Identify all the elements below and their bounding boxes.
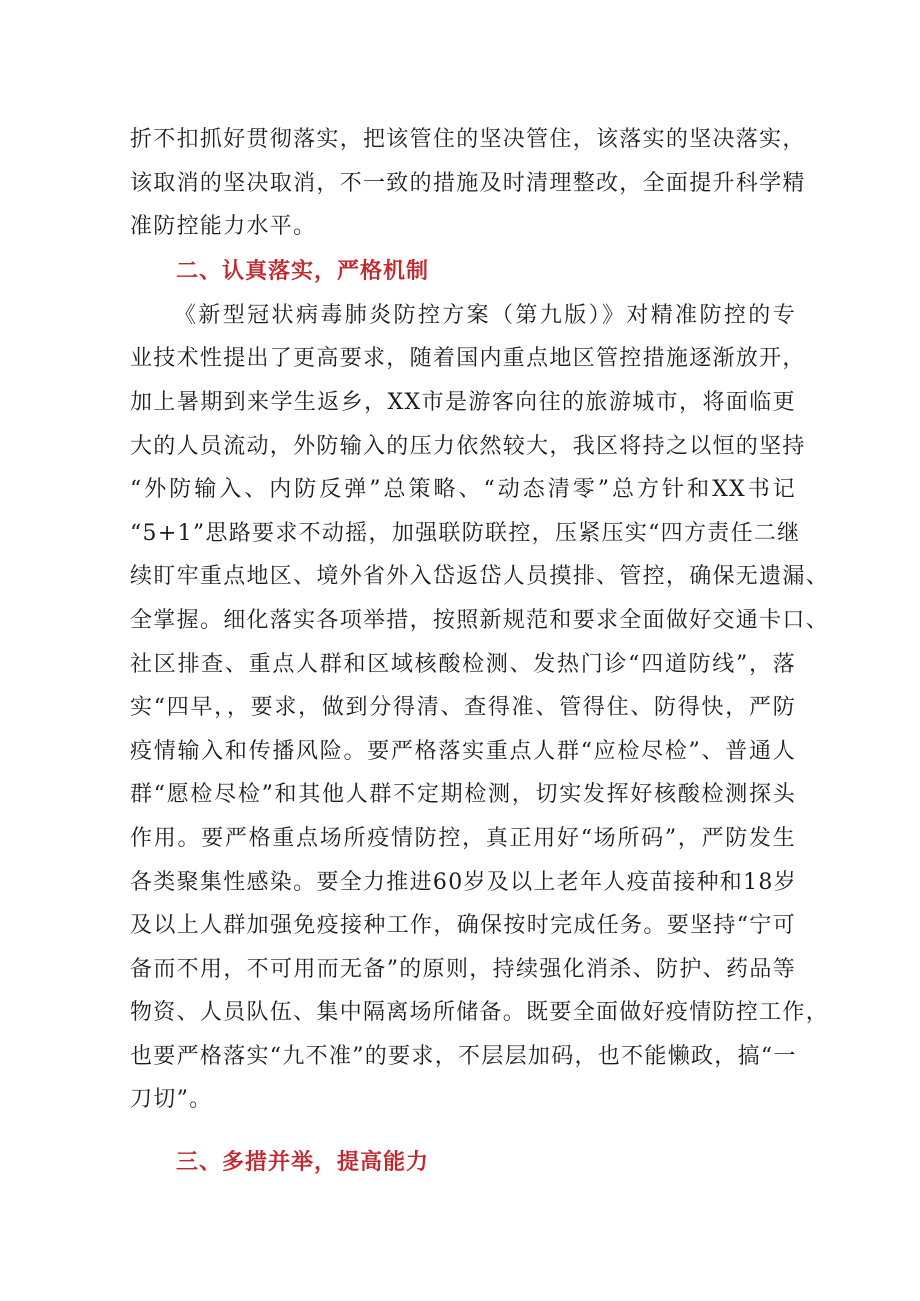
document-body (130, 118, 830, 1186)
body-line: 备而不用，不可用而无备”的原则，持续强化消杀、防护、药品等 (130, 956, 796, 982)
body-line: 准防控能力水平。 (130, 214, 317, 240)
section-heading-3: 三、多措并举，提高能力 (176, 1150, 430, 1176)
body-line: 实“四早，，要求，做到分得清、查得准、管得住、防得快，严防 (130, 695, 796, 721)
body-line: 全掌握。细化落实各项举措，按照新规范和要求全面做好交通卡口、 (130, 607, 830, 633)
body-line: 各类聚集性感染。要全力推进60岁及以上老年人疫苗接种和18岁 (130, 869, 797, 895)
body-line: 疫情输入和传播风险。要严格落实重点人群“应检尽检”、普通人 (130, 738, 796, 764)
section-1-continuation (130, 118, 806, 249)
body-line: 该取消的坚决取消，不一致的措施及时清理整改，全面提升科学精 (130, 170, 806, 196)
body-line: 刀切”。 (130, 1087, 213, 1113)
body-line: 《新型冠状病毒肺炎防控方案（第九版）》对精准防控的专 (174, 302, 796, 328)
body-line: 折不扣抓好贯彻落实，把该管住的坚决管住，该落实的坚决落实， (130, 127, 806, 152)
body-line: 物资、人员队伍、集中隔离场所储备。既要全面做好疫情防控工作， (130, 1000, 830, 1026)
body-line: 及以上人群加强免疫接种工作，确保按时完成任务。要坚持“宁可 (130, 913, 796, 939)
body-line: 群“愿检尽检”和其他人群不定期检测，切实发挥好核酸检测探头 (130, 782, 796, 808)
section-heading-2: 二、认真落实，严格机制 (176, 258, 430, 284)
body-line: 作用。要严格重点场所疫情防控，真正用好“场所码”，严防发生 (130, 825, 796, 851)
body-line: 大的人员流动，外防输入的压力依然较大，我区将持之以恒的坚持 (130, 433, 806, 459)
section-2-paragraph (130, 294, 830, 1122)
body-line: “外防输入、内防反弹”总策略、“动态清零”总方针和XX书记 (130, 477, 796, 503)
body-line: 社区排查、重点人群和区域核酸检测、发热门诊“四道防线”，落 (130, 651, 796, 677)
body-line: “5+1”思路要求不动摇，加强联防联控，压紧压实“四方责任二继 (130, 520, 801, 546)
body-line: 业技术性提出了更高要求，随着国内重点地区管控措施逐渐放开， (130, 346, 806, 372)
body-line: 续盯牢重点地区、境外省外入岱返岱人员摸排、管控，确保无遗漏、 (130, 564, 830, 590)
body-line: 加上暑期到来学生返乡，XX市是游客向往的旅游城市，将面临更 (130, 389, 796, 415)
body-line: 也要严格落实“九不准”的要求，不层层加码，也不能懒政，搞“一 (130, 1043, 797, 1069)
